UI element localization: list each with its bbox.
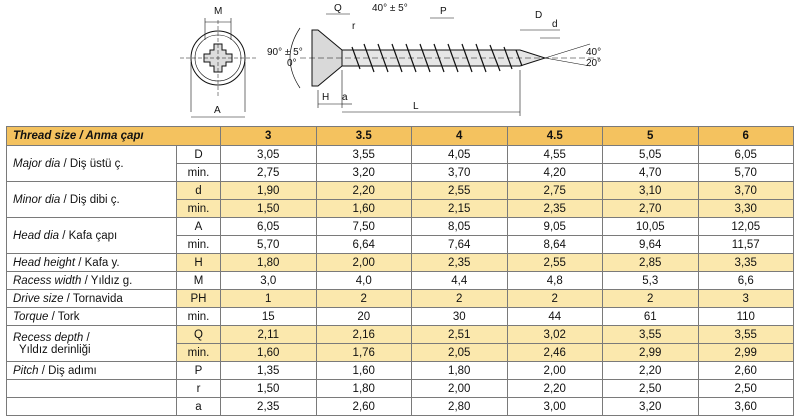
table-cell: 3,55 — [316, 146, 412, 164]
table-cell: 2,80 — [412, 398, 508, 416]
row-symbol: D — [177, 146, 221, 164]
label-d-minor: d — [552, 19, 558, 30]
header-size-3-5: 3.5 — [316, 127, 412, 146]
table-cell: 3,0 — [221, 272, 317, 290]
table-cell: 11,57 — [698, 236, 794, 254]
table-cell: 30 — [412, 308, 508, 326]
table-cell: 3 — [698, 290, 794, 308]
table-cell: 2,00 — [316, 254, 412, 272]
table-cell: 2,60 — [698, 362, 794, 380]
row-label: Recess depth / Yıldız derinliği — [7, 326, 177, 362]
table-cell: 1,76 — [316, 344, 412, 362]
row-symbol: min. — [177, 164, 221, 182]
table-row — [7, 254, 794, 272]
table-cell: 2,20 — [316, 182, 412, 200]
header-size-4-5: 4.5 — [507, 127, 603, 146]
table-cell: 2,99 — [603, 344, 699, 362]
table-cell: 2,11 — [221, 326, 317, 344]
label-tip-angle-2: 20° — [586, 58, 602, 69]
row-symbol: a — [177, 398, 221, 416]
row-symbol: Q — [177, 326, 221, 344]
table-cell: 61 — [603, 308, 699, 326]
table-cell: 6,05 — [221, 218, 317, 236]
table-cell: 2,75 — [507, 182, 603, 200]
row-label: Racess width / Yıldız g. — [7, 272, 177, 290]
table-cell: 4,70 — [603, 164, 699, 182]
head-top-view — [180, 18, 256, 117]
table-cell: 3,10 — [603, 182, 699, 200]
table-cell: 1,35 — [221, 362, 317, 380]
table-cell: 2,20 — [603, 362, 699, 380]
table-cell: 5,70 — [221, 236, 317, 254]
table-cell: 2,20 — [507, 380, 603, 398]
row-symbol: P — [177, 362, 221, 380]
row-label — [7, 380, 177, 398]
table-cell: 2,15 — [412, 200, 508, 218]
row-label: Minor dia / Diş dibi ç. — [7, 182, 177, 218]
table-cell: 2,55 — [507, 254, 603, 272]
table-cell: 20 — [316, 308, 412, 326]
row-label: Head dia / Kafa çapı — [7, 218, 177, 254]
row-label: Pitch / Diş adımı — [7, 362, 177, 380]
label-d-major: D — [535, 10, 543, 21]
table-cell: 2 — [316, 290, 412, 308]
row-symbol: min. — [177, 344, 221, 362]
table-cell: 1,80 — [412, 362, 508, 380]
table-cell: 5,05 — [603, 146, 699, 164]
table-cell: 4,55 — [507, 146, 603, 164]
label-p: P — [440, 6, 447, 17]
table-cell: 3,20 — [603, 398, 699, 416]
label-head-angle-sub: 0° — [287, 58, 297, 69]
table-cell: 2,00 — [507, 362, 603, 380]
table-cell: 1,80 — [316, 380, 412, 398]
table-cell: 7,50 — [316, 218, 412, 236]
label-a-side: a — [342, 92, 348, 103]
table-cell: 4,8 — [507, 272, 603, 290]
header-size-4: 4 — [412, 127, 508, 146]
table-cell: 5,70 — [698, 164, 794, 182]
row-symbol: M — [177, 272, 221, 290]
table-cell: 2,00 — [412, 380, 508, 398]
table-cell: 3,02 — [507, 326, 603, 344]
table-cell: 1,60 — [316, 200, 412, 218]
label-a: A — [214, 105, 221, 116]
label-h: H — [322, 92, 330, 103]
row-symbol: r — [177, 380, 221, 398]
table-cell: 2 — [507, 290, 603, 308]
table-cell: 2 — [412, 290, 508, 308]
table-cell: 1,80 — [221, 254, 317, 272]
table-cell: 2,16 — [316, 326, 412, 344]
table-cell: 6,64 — [316, 236, 412, 254]
table-cell: 6,6 — [698, 272, 794, 290]
row-label: Head height / Kafa y. — [7, 254, 177, 272]
table-cell: 12,05 — [698, 218, 794, 236]
table-cell: 2,35 — [507, 200, 603, 218]
table-cell: 1,50 — [221, 200, 317, 218]
table-cell: 8,05 — [412, 218, 508, 236]
table-cell: 3,20 — [316, 164, 412, 182]
table-row — [7, 362, 794, 380]
row-symbol: min. — [177, 236, 221, 254]
header-size-3: 3 — [221, 127, 317, 146]
row-symbol: d — [177, 182, 221, 200]
table-cell: 4,05 — [412, 146, 508, 164]
table-cell: 15 — [221, 308, 317, 326]
table-cell: 3,55 — [603, 326, 699, 344]
row-label: Drive size / Tornavida — [7, 290, 177, 308]
table-cell: 2,55 — [412, 182, 508, 200]
table-cell: 3,30 — [698, 200, 794, 218]
row-symbol: A — [177, 218, 221, 236]
table-cell: 1 — [221, 290, 317, 308]
screw-spec-table — [6, 126, 794, 416]
table-cell: 2 — [603, 290, 699, 308]
table-cell: 4,4 — [412, 272, 508, 290]
table-cell: 2,51 — [412, 326, 508, 344]
label-r: r — [352, 21, 356, 32]
table-cell: 3,05 — [221, 146, 317, 164]
row-symbol: min. — [177, 200, 221, 218]
table-cell: 2,60 — [316, 398, 412, 416]
header-size-6: 6 — [698, 127, 794, 146]
table-row — [7, 398, 794, 416]
row-label — [7, 398, 177, 416]
table-row — [7, 326, 794, 344]
row-label: Torque / Tork — [7, 308, 177, 326]
label-tip-angle-1: 40° — [586, 47, 602, 58]
table-cell: 4,20 — [507, 164, 603, 182]
table-cell: 9,64 — [603, 236, 699, 254]
label-q: Q — [334, 3, 342, 14]
table-cell: 6,05 — [698, 146, 794, 164]
table-cell: 1,50 — [221, 380, 317, 398]
header-size-5: 5 — [603, 127, 699, 146]
table-cell: 1,60 — [316, 362, 412, 380]
table-cell: 4,0 — [316, 272, 412, 290]
table-row — [7, 272, 794, 290]
row-symbol: PH — [177, 290, 221, 308]
table-cell: 3,35 — [698, 254, 794, 272]
table-cell: 3,00 — [507, 398, 603, 416]
table-header-row — [7, 127, 794, 146]
table-cell: 2,46 — [507, 344, 603, 362]
table-cell: 10,05 — [603, 218, 699, 236]
table-row — [7, 308, 794, 326]
label-l: L — [413, 101, 419, 112]
table-cell: 1,90 — [221, 182, 317, 200]
table-cell: 2,35 — [412, 254, 508, 272]
label-m: M — [214, 6, 223, 17]
table-cell: 3,55 — [698, 326, 794, 344]
table-cell: 2,35 — [221, 398, 317, 416]
label-head-angle: 90° ± 5° — [267, 47, 303, 58]
table-cell: 2,75 — [221, 164, 317, 182]
table-cell: 110 — [698, 308, 794, 326]
table-cell: 3,70 — [698, 182, 794, 200]
table-cell: 5,3 — [603, 272, 699, 290]
table-cell: 44 — [507, 308, 603, 326]
table-row — [7, 182, 794, 200]
header-thread-size: Thread size / Anma çapı — [7, 127, 221, 146]
row-symbol: H — [177, 254, 221, 272]
table-cell: 8,64 — [507, 236, 603, 254]
table-row — [7, 380, 794, 398]
table-row — [7, 290, 794, 308]
table-cell: 2,85 — [603, 254, 699, 272]
label-thread-angle: 40° ± 5° — [372, 3, 408, 14]
table-cell: 9,05 — [507, 218, 603, 236]
screw-dimension-diagram — [0, 0, 800, 125]
row-symbol: min. — [177, 308, 221, 326]
table-cell: 1,60 — [221, 344, 317, 362]
table-cell: 3,70 — [412, 164, 508, 182]
table-cell: 2,99 — [698, 344, 794, 362]
table-cell: 2,50 — [698, 380, 794, 398]
table-cell: 2,05 — [412, 344, 508, 362]
table-cell: 2,50 — [603, 380, 699, 398]
table-cell: 7,64 — [412, 236, 508, 254]
table-cell: 3,60 — [698, 398, 794, 416]
table-row — [7, 218, 794, 236]
row-label: Major dia / Diş üstü ç. — [7, 146, 177, 182]
table-row — [7, 146, 794, 164]
table-cell: 2,70 — [603, 200, 699, 218]
